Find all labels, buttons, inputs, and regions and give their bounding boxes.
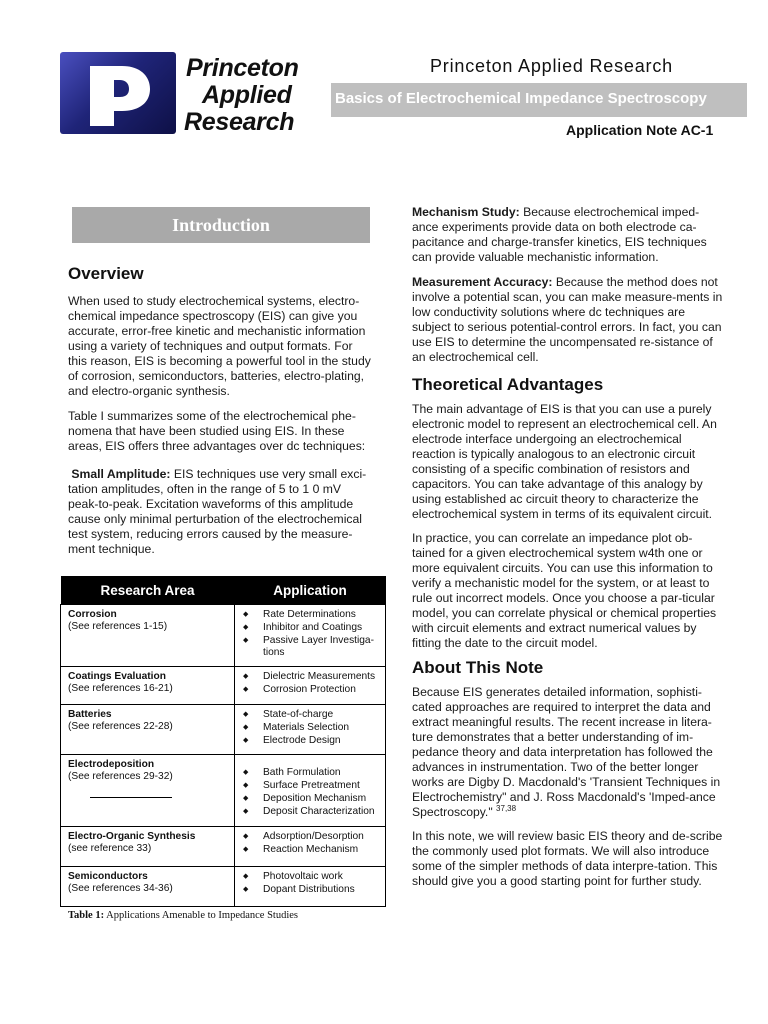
- table-row: [61, 867, 386, 907]
- table-row: [61, 755, 386, 827]
- table-header-application: Application: [235, 576, 386, 605]
- table-caption: [68, 910, 298, 921]
- table-caption-text: Applications Amenable to Impedance Studies: [104, 910, 299, 921]
- mechanism-study-lead: Mechanism Study:: [412, 205, 520, 219]
- introduction-banner: Introduction: [72, 207, 370, 243]
- application-item: ◆ Deposition Mechanism: [239, 793, 381, 805]
- area-name: Corrosion: [68, 609, 117, 620]
- about-paragraph-2: In this note, we will review basic EIS theory and de-scribe the commonly used plot formats. We will also introduce some of the simpler methods of data interpre-tation. This should give you a good starting point for further study.: [412, 829, 723, 888]
- blank-underline: [90, 797, 172, 798]
- table-row: [61, 667, 386, 705]
- mechanism-study-text: Because electrochemical imped-ance experiments provide data on both electrode ca-pacitance and charge-transfer kinetics, EIS techniques can provide valuable mechanistic information.: [412, 205, 707, 264]
- table-cell-area: [61, 667, 235, 705]
- area-references: (See references 22-28): [68, 720, 173, 732]
- table-row: [61, 827, 386, 867]
- theoretical-paragraph-1: The main advantage of EIS is that you can use a purely electronic model to represent an electrochemical cell. An electrode interface undergoing an electrochemical reaction is typically analogous to an electronic circuit consisting of a specific combination of resistors and capacitors. You can take advantage of this analogy by using established ac circuit theory to characterize the electrochemical system in terms of its equivalent circuit.: [412, 402, 717, 521]
- application-item: ◆ Electrode Design: [239, 735, 381, 747]
- area-references: (See references 16-21): [68, 682, 173, 694]
- area-references: (See references 1-15): [68, 620, 168, 632]
- about-paragraph-1: [412, 685, 724, 820]
- application-item: ◆ Dopant Distributions: [239, 884, 381, 896]
- theoretical-paragraph-2: In practice, you can correlate an impedance plot ob-tained for a given electrochemical system w4th one or more equivalent circuits. You can use this information to verify a mechanistic model for the system, or at least to rule out incorrect models. Once you choose a par-ticular model, you can correlate physical or chemical properties with circuit elements and extract numerical values by fitting the date to the circuit model.: [412, 531, 717, 650]
- application-item: ◆ Adsorption/Desorption: [239, 831, 381, 843]
- table-row: [61, 705, 386, 755]
- table-cell-applications: [235, 705, 386, 755]
- small-amplitude-text: EIS techniques use very small exci-tation amplitudes, often in the range of 5 to 1 0 mV peak-to-peak. Excitation waveforms of this amplitude cause only minimal perturbation of the electrochemical test system, reducing errors caused by the measure-ment technique.: [68, 467, 367, 556]
- table-cell-area: [61, 605, 235, 667]
- about-paragraph-1-text: Because EIS generates detailed information, sophisti-cated approaches are required to interpret the data and extract meaningful results. The recent increase in litera-ture demonstrates that a better understanding of im-pedance theory and data interpretation has followed the advances in instrumentation. Two of the better longer works are Digby D. Macdonald's 'Transient Techniques in Electrochemistry" and J. Ross Macdonald's 'Imped-ance Spectroscopy.": [412, 685, 721, 819]
- area-name: Coatings Evaluation: [68, 671, 166, 682]
- document-title: Basics of Electrochemical Impedance Spectroscopy: [335, 90, 707, 107]
- table-caption-label: Table 1:: [68, 910, 105, 921]
- measurement-accuracy-paragraph: [412, 275, 724, 365]
- reference-superscript: 37,38: [496, 803, 517, 813]
- table-row: [61, 605, 386, 667]
- area-references: (See references 34-36): [68, 882, 173, 894]
- table-header-research-area: Research Area: [61, 576, 235, 605]
- logo-wordmark: [184, 55, 299, 136]
- overview-heading: Overview: [68, 264, 144, 283]
- table-cell-applications: [235, 755, 386, 827]
- application-item: ◆ Materials Selection: [239, 722, 381, 734]
- application-note-number: Application Note AC-1: [566, 122, 714, 138]
- measurement-accuracy-lead: Measurement Accuracy:: [412, 275, 553, 289]
- area-name: Electro-Organic Synthesis: [68, 831, 196, 842]
- logo-line-2: Applied: [202, 81, 292, 109]
- application-item: ◆ Deposit Characterization: [239, 806, 381, 818]
- small-amplitude-lead: Small Amplitude:: [71, 467, 171, 481]
- table-header-row: [61, 576, 386, 605]
- application-item: ◆ Corrosion Protection: [239, 684, 381, 696]
- theoretical-advantages-heading: Theoretical Advantages: [412, 375, 604, 394]
- logo-p-mark-icon: [60, 52, 176, 134]
- table-cell-applications: [235, 827, 386, 867]
- application-item: ◆ State-of-charge: [239, 709, 381, 721]
- overview-paragraph-1: When used to study electrochemical systems, electro-chemical impedance spectroscopy (EIS) can give you accurate, error-free kinetic and mechanistic information using a variety of techniques and output formats. For this reason, EIS is becoming a powerful tool in the study of corrosion, semiconductors, batteries, electro-plating, and electro-organic synthesis.: [68, 294, 371, 398]
- mechanism-study-paragraph: [412, 205, 724, 265]
- area-name: Electrodeposition: [68, 759, 155, 770]
- area-references: (see reference 33): [68, 842, 152, 854]
- application-item: ◆ Dielectric Measurements: [239, 671, 381, 683]
- application-item: ◆ Reaction Mechanism: [239, 844, 381, 856]
- application-item: ◆ Photovoltaic work: [239, 871, 381, 883]
- application-item: ◆ Passive Layer Investiga-tions: [239, 635, 381, 658]
- table-cell-area: [61, 867, 235, 907]
- application-item: ◆ Bath Formulation: [239, 767, 381, 779]
- area-name: Batteries: [68, 709, 112, 720]
- measurement-accuracy-text: Because the method does not involve a potential scan, you can make measure-ments in low conductivity solutions where dc techniques are subject to serious potential-control errors. In fact, you can use EIS to determine the uncompensated re-sistance of an electrochemical cell.: [412, 275, 723, 364]
- table-cell-applications: [235, 667, 386, 705]
- table-cell-applications: [235, 867, 386, 907]
- area-references: (See references 29-32): [68, 770, 173, 782]
- application-item: ◆ Inhibitor and Coatings: [239, 622, 381, 634]
- overview-paragraph-2: Table I summarizes some of the electrochemical phe-nomena that have been studied using EIS. In these areas, EIS offers three advantages over dc techniques:: [68, 409, 366, 453]
- document-title-bar: [331, 83, 747, 117]
- table-cell-applications: [235, 605, 386, 667]
- small-amplitude-paragraph: [68, 467, 374, 557]
- table-cell-area: [61, 755, 235, 827]
- application-item: ◆ Surface Pretreatment: [239, 780, 381, 792]
- company-logo: [60, 52, 176, 134]
- table-cell-area: [61, 705, 235, 755]
- logo-line-3: Research: [184, 108, 295, 136]
- logo-line-1: Princeton: [186, 54, 299, 82]
- area-name: Semiconductors: [68, 871, 148, 882]
- company-name: Princeton Applied Research: [430, 56, 673, 76]
- about-this-note-heading: About This Note: [412, 658, 544, 677]
- application-item: ◆ Rate Determinations: [239, 609, 381, 621]
- research-area-table: [60, 576, 386, 907]
- table-cell-area: [61, 827, 235, 867]
